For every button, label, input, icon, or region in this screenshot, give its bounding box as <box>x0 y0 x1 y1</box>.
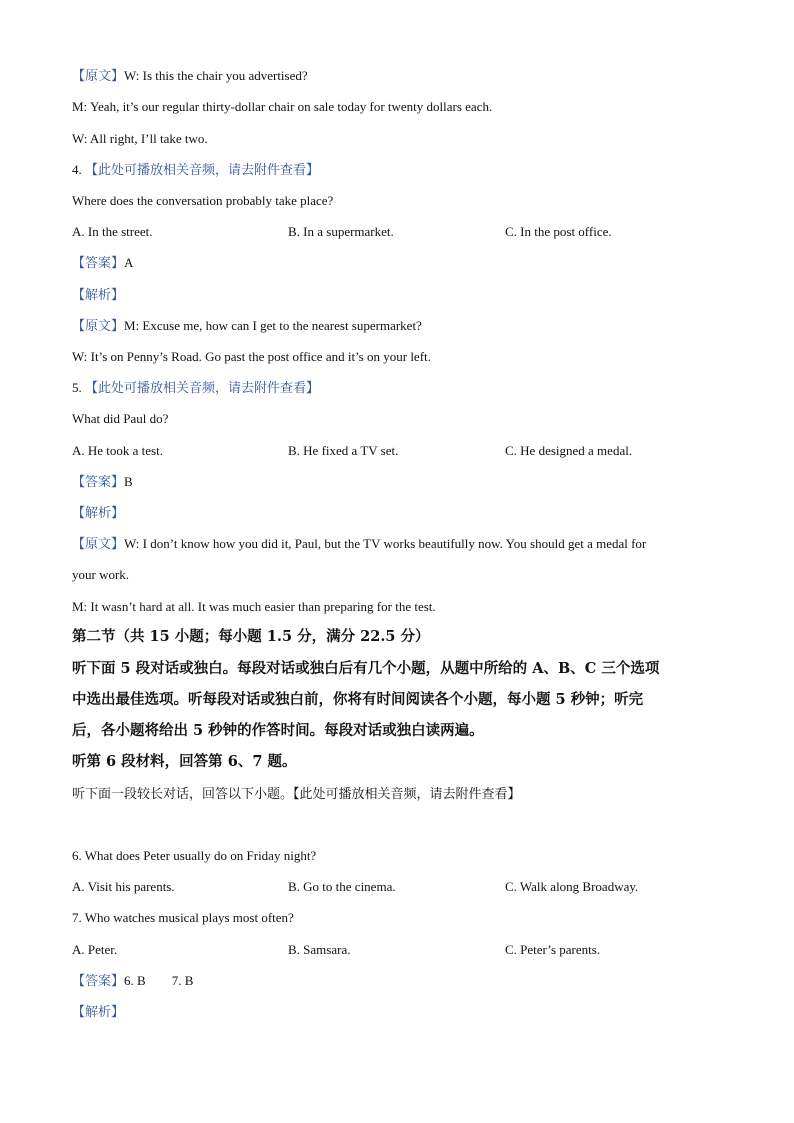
audio-notice: 【此处可播放相关音频，请去附件查看】 <box>85 162 320 177</box>
q4-number: 4. <box>72 162 82 177</box>
q5-option-a: A. He took a test. <box>72 443 163 458</box>
q7-option-a: A. Peter. <box>72 942 118 957</box>
q5-header <box>72 378 319 398</box>
q4-question: Where does the conversation probably take place? <box>72 193 334 208</box>
answer-7: 7. B <box>171 973 194 988</box>
section2-material-heading: 听第 6 段材料，回答第 6、7 题。 <box>72 753 297 770</box>
answer-value: B <box>124 474 133 489</box>
q4-option-c: C. In the post office. <box>505 224 612 239</box>
answers-6-7-analysis-tag: 【解析】 <box>72 1004 125 1019</box>
q7-question: 7. Who watches musical plays most often? <box>72 910 294 925</box>
section2-instruction-line1: 听下面 5 段对话或独白。每段对话或独白后有几个小题，从题中所给的 A、B、C 三个选项 <box>72 660 660 677</box>
transcript-tag: 【原文】 <box>72 536 125 551</box>
q5-transcript-line3: M: It wasn’t hard at all. It was much easier than preparing for the test. <box>72 599 436 614</box>
q5-option-c: C. He designed a medal. <box>505 443 633 458</box>
q4-answer <box>72 253 133 273</box>
transcript-tag: 【原文】 <box>72 318 125 333</box>
q4-transcript-line1 <box>72 316 422 336</box>
answers-6-7 <box>72 971 193 991</box>
q3-transcript-line2: M: Yeah, it’s our regular thirty-dollar chair on sale today for twenty dollars each. <box>72 99 493 114</box>
audio-notice: 【此处可播放相关音频，请去附件查看】 <box>85 380 320 395</box>
q5-analysis-tag: 【解析】 <box>72 505 125 520</box>
q6-option-c: C. Walk along Broadway. <box>505 879 639 894</box>
transcript-text: M: Excuse me, how can I get to the nearest supermarket? <box>124 318 422 333</box>
audio-notice: 【此处可播放相关音频，请去附件查看】 <box>293 786 521 801</box>
q7-option-b: B. Samsara. <box>288 942 351 957</box>
transcript-tag: 【原文】 <box>72 68 125 83</box>
q5-option-b: B. He fixed a TV set. <box>288 443 399 458</box>
q6-question: 6. What does Peter usually do on Friday night? <box>72 848 317 863</box>
q4-transcript-line2: W: It’s on Penny’s Road. Go past the post office and it’s on your left. <box>72 349 431 364</box>
answer-tag: 【答案】 <box>72 474 125 489</box>
q4-option-b: B. In a supermarket. <box>288 224 394 239</box>
q6-option-b: B. Go to the cinema. <box>288 879 396 894</box>
q5-transcript-line2: your work. <box>72 567 130 582</box>
q5-number: 5. <box>72 380 82 395</box>
q5-transcript-line1 <box>72 534 646 554</box>
q4-header <box>72 160 319 180</box>
section2-instruction-line2: 中选出最佳选项。听每段对话或独白前，你将有时间阅读各个小题，每小题 5 秒钟；听完 <box>72 691 644 708</box>
section2-heading: 第二节（共 15 小题；每小题 1.5 分，满分 22.5 分） <box>72 628 430 645</box>
q6-option-a: A. Visit his parents. <box>72 879 175 894</box>
transcript-text: W: I don’t know how you did it, Paul, but the TV works beautifully now. You should get a medal for <box>124 536 647 551</box>
answer-value: A <box>124 255 134 270</box>
q5-question: What did Paul do? <box>72 411 169 426</box>
q7-option-c: C. Peter’s parents. <box>505 942 601 957</box>
intro-text: 听下面一段较长对话，回答以下小题。 <box>72 786 294 801</box>
q3-transcript-line1 <box>72 66 308 86</box>
q4-analysis-tag: 【解析】 <box>72 287 125 302</box>
answer-tag: 【答案】 <box>72 255 125 270</box>
section2-instruction-line3: 后，各小题将给出 5 秒钟的作答时间。每段对话或独白读两遍。 <box>72 722 484 739</box>
answer-tag: 【答案】 <box>72 973 125 988</box>
transcript-text: W: Is this the chair you advertised? <box>124 68 308 83</box>
q5-answer <box>72 472 133 492</box>
q4-option-a: A. In the street. <box>72 224 153 239</box>
answer-6: 6. B <box>124 973 146 988</box>
q3-transcript-line3: W: All right, I’ll take two. <box>72 131 208 146</box>
section2-intro <box>72 784 521 804</box>
